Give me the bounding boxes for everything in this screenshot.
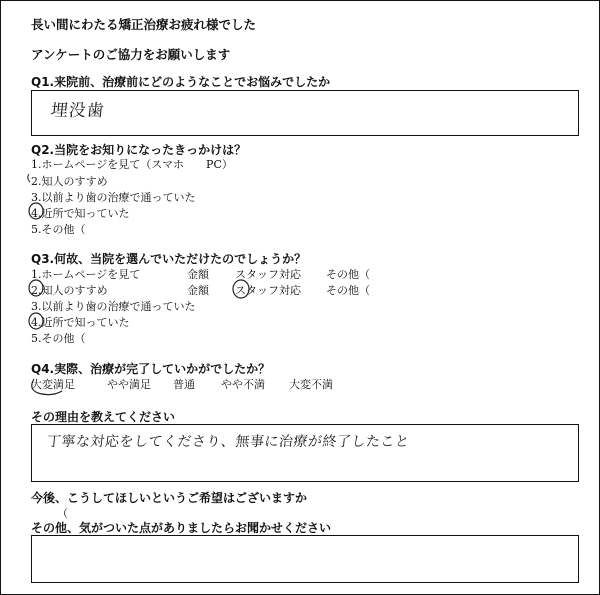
header-line-2: アンケートのご協力をお願いします — [31, 47, 231, 62]
hope-paren[interactable]: （ — [57, 507, 68, 520]
q3-sub-staff-1[interactable]: スタッフ対応 — [235, 268, 301, 281]
q2-option-3[interactable]: 3.以前より歯の治療で通っていた — [31, 191, 196, 204]
q1-label: Q1.来院前、治療前にどのようなことでお悩みでしたか — [31, 75, 331, 89]
q2-option-2[interactable]: 2.知人のすすめ — [31, 175, 108, 188]
header-line-1: 長い間にわたる矯正治療お疲れ様でした — [31, 17, 257, 32]
q2-stray-mark — [28, 174, 30, 182]
hope-label: 今後、こうしてほしいというご希望はございますか — [31, 491, 308, 505]
q3-sub-price-2[interactable]: 金額 — [187, 284, 209, 297]
q3-sub-other-2[interactable]: その他（ — [326, 284, 370, 297]
q3-option-5[interactable]: 5.その他（ — [31, 332, 86, 345]
other-label: その他、気がついた点がありましたらお聞かせください — [31, 521, 332, 535]
q1-answer-box[interactable] — [31, 90, 579, 136]
q3-option-1[interactable]: 1.ホームページを見て — [31, 268, 141, 281]
q4-scale-neutral[interactable]: 普通 — [173, 378, 195, 391]
q3-sub-other-1[interactable]: その他（ — [326, 268, 370, 281]
q4-scale-very-dissatisfied[interactable]: 大変不満 — [289, 378, 333, 391]
q3-option-3[interactable]: 3.以前より歯の治療で通っていた — [31, 300, 196, 313]
q2-label: Q2.当院をお知りになったきっかけは？ — [31, 143, 247, 157]
q3-sub-price-1[interactable]: 金額 — [187, 268, 209, 281]
q3-option-4[interactable]: 4.近所で知っていた — [31, 316, 130, 329]
q4-label: Q4.実際、治療が完了していかがでしたか？ — [31, 362, 271, 376]
reason-answer: 丁寧な対応をしてくださり、無事に治療が終了したこと — [46, 434, 411, 450]
q2-option-5[interactable]: 5.その他（ — [31, 223, 86, 236]
q3-sub-staff-2[interactable]: スタッフ対応 — [235, 284, 301, 297]
q3-option-2[interactable]: 2.知人のすすめ — [31, 284, 108, 297]
q2-option-4[interactable]: 4.近所で知っていた — [31, 207, 130, 220]
reason-label: その理由を教えてください — [31, 410, 176, 424]
q4-scale-very-satisfied[interactable]: 大変満足 — [31, 378, 75, 391]
q1-answer: 埋没歯 — [49, 101, 106, 121]
q3-label: Q3.何故、当院を選んでいただけたのでしょうか？ — [31, 252, 307, 266]
q4-scale-somewhat-satisfied[interactable]: やや満足 — [107, 378, 151, 391]
q2-option-1[interactable]: 1.ホームページを見て（スマホ PC） — [31, 158, 233, 171]
q4-scale-somewhat-dissatisfied[interactable]: やや不満 — [221, 378, 265, 391]
other-answer-box[interactable] — [31, 535, 579, 583]
